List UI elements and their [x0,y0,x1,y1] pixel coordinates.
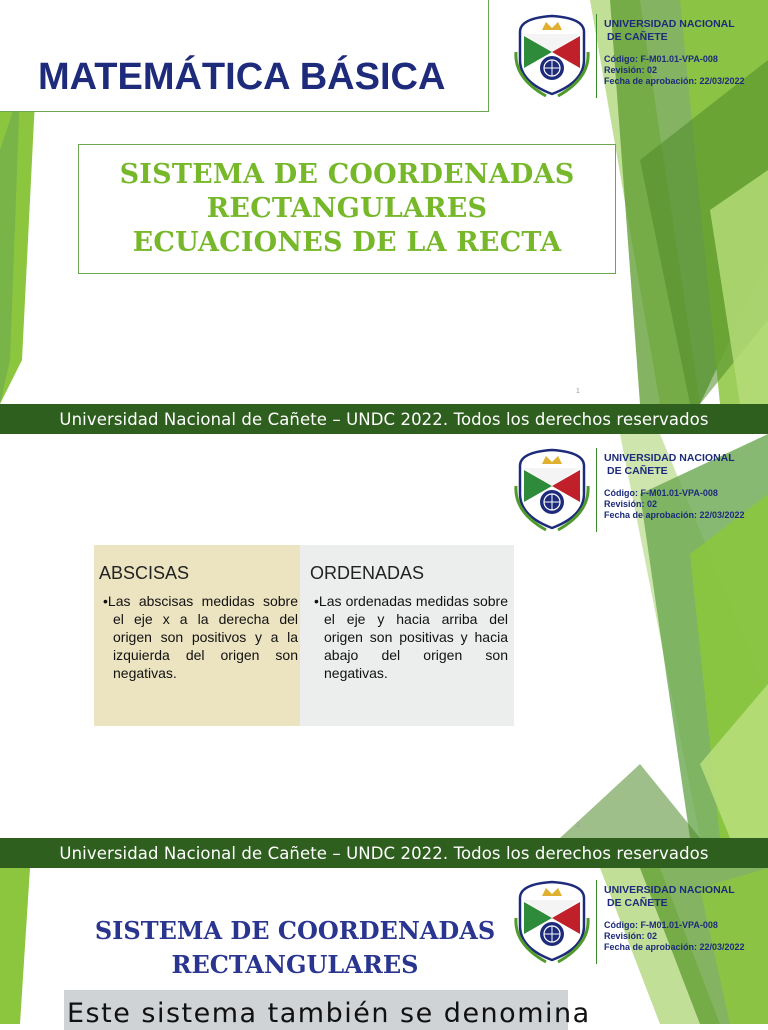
ordenadas-card [300,545,514,726]
subject-line-3: ECUACIONES DE LA RECTA [132,227,562,258]
document-meta: Código: F-M01.01-VPA-008 Revisión: 02 Fecha de aprobación: 22/03/2022 [604,488,745,520]
subject-line-1: SISTEMA DE COORDENADAS [119,159,575,190]
footer-text: Universidad Nacional de Cañete – UNDC 2022. Todos los derechos reservados [59,843,709,863]
university-crest-icon [512,878,592,964]
section-title-line-2: RECTANGULARES [171,950,419,979]
document-meta: Código: F-M01.01-VPA-008 Revisión: 02 Fecha de aprobación: 22/03/2022 [604,54,745,86]
document-header [596,448,768,532]
page-number: 2 [576,822,580,829]
university-crest-icon [512,12,592,98]
footer-text: Universidad Nacional de Cañete – UNDC 2022. Todos los derechos reservados [59,409,709,429]
abscisas-card [94,545,300,726]
body-text: Este sistema también se denomina [67,998,591,1029]
ordenadas-heading: ORDENADAS [310,563,425,583]
abscisas-text: •Las abscisas medidas sobre el eje x a la derecha del origen son positivos y a la izquierda del origen son negativas. [103,593,298,681]
abscisas-heading: ABSCISAS [99,563,190,583]
university-name: UNIVERSIDAD NACIONAL DE CAÑETE [604,884,735,909]
section-title-line-1: SISTEMA DE COORDENADAS [94,916,496,945]
ordenadas-text: •Las ordenadas medidas sobre el eje y hacia arriba del origen son positivas y hacia abajo del origen son negativas. [314,593,508,681]
footer-bar [0,838,768,868]
subject-box [78,144,616,274]
document-header [596,14,768,98]
footer-bar [0,404,768,434]
subject-line-2: RECTANGULARES [206,193,488,224]
university-name: UNIVERSIDAD NACIONAL DE CAÑETE [604,452,735,477]
page-number: 1 [576,388,580,395]
document-header [596,880,768,964]
university-crest-icon [512,446,592,532]
course-title: MATEMÁTICA BÁSICA [38,56,446,98]
body-text-box [64,990,591,1030]
document-meta: Código: F-M01.01-VPA-008 Revisión: 02 Fecha de aprobación: 22/03/2022 [604,920,745,952]
slide-1 [0,0,768,404]
university-name: UNIVERSIDAD NACIONAL DE CAÑETE [604,18,735,43]
